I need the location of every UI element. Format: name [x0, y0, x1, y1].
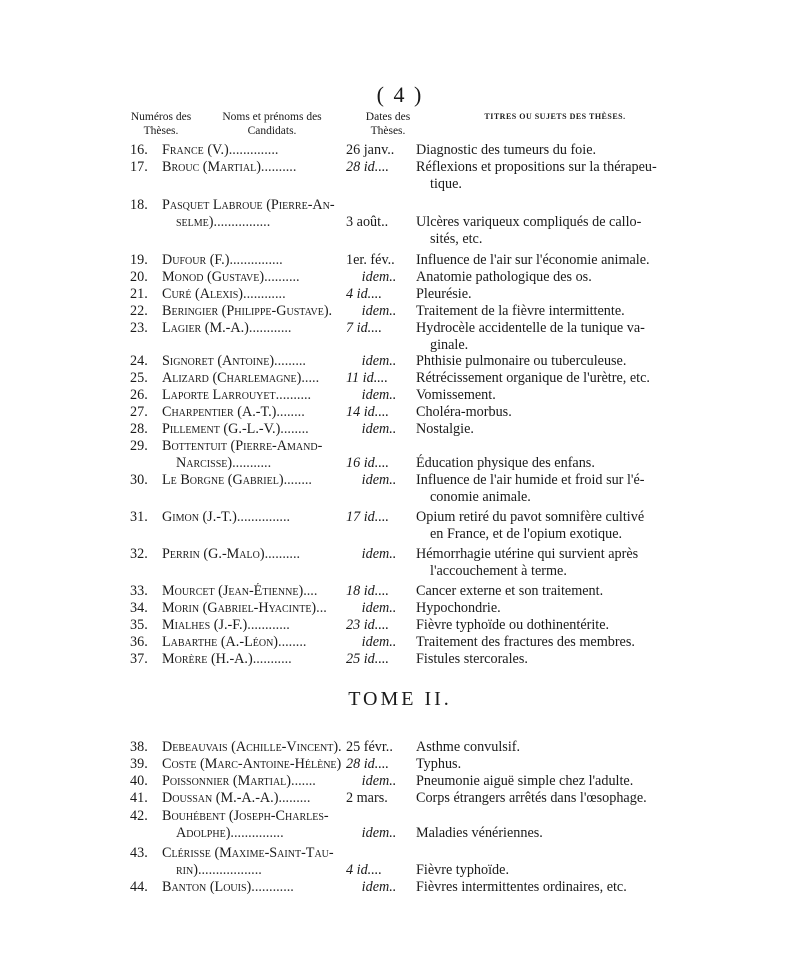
candidate-name [176, 455, 344, 472]
candidate-name [162, 197, 344, 214]
candidate-name-text: Pillement (G.-L.-V.) [162, 421, 281, 437]
thesis-date: 28 id.... [346, 756, 389, 772]
thesis-title: Pleurésie. [416, 286, 472, 302]
thesis-date: 11 id.... [346, 370, 388, 386]
candidate-name [162, 370, 344, 387]
candidate-name-text: Bouhébent (Joseph-Charles- [162, 808, 329, 824]
candidate-name [176, 862, 344, 879]
thesis-number: 44. [130, 879, 148, 895]
candidate-name [162, 286, 344, 303]
dot-leader: .......... [264, 269, 300, 285]
candidate-name [162, 546, 344, 563]
thesis-number: 21. [130, 286, 148, 302]
thesis-number: 32. [130, 546, 148, 562]
candidate-name-text: Debeauvais (Achille-Vincent). [162, 739, 342, 755]
thesis-date: 4 id.... [346, 286, 382, 302]
thesis-title: Hémorrhagie utérine qui survient après [416, 546, 639, 562]
candidate-name-text: rin) [176, 862, 198, 878]
candidate-name [162, 879, 344, 896]
header-candidate-names: Noms et prénoms des Candidats. [222, 111, 322, 137]
thesis-number: 31. [130, 509, 148, 525]
candidate-name-text: Lagier (M.-A.) [162, 320, 249, 336]
candidate-name-text: Clérisse (Maxime-Saint-Tau- [162, 845, 334, 861]
thesis-number: 36. [130, 634, 148, 650]
thesis-number: 29. [130, 438, 148, 454]
candidate-name-text: Labarthe (A.-Léon) [162, 634, 279, 650]
candidate-name-text: Pasquet Labroue (Pierre-An- [162, 197, 335, 213]
candidate-name-text: Coste (Marc-Antoine-Hélène) [162, 756, 342, 772]
thesis-title: Diagnostic des tumeurs du foie. [416, 142, 597, 158]
candidate-name [162, 756, 344, 773]
dot-leader: ....... [291, 773, 316, 789]
candidate-name-text: Beringier (Philippe-Gustave). [162, 303, 333, 319]
candidate-name [162, 600, 344, 617]
thesis-date: 17 id.... [346, 509, 389, 525]
candidate-name-text: Dufour (F.) [162, 252, 230, 268]
page-number: ( 4 ) [376, 82, 424, 107]
thesis-number: 42. [130, 808, 148, 824]
thesis-title: conomie animale. [430, 489, 531, 505]
candidate-name-text: Adolphe) [176, 825, 231, 841]
thesis-title: Vomissement. [416, 387, 496, 403]
dot-leader: .......... [275, 387, 312, 403]
thesis-date: 4 id.... [346, 862, 382, 878]
thesis-date: 18 id.... [346, 583, 389, 599]
thesis-title: sités, etc. [430, 231, 483, 247]
thesis-title: ginale. [430, 337, 469, 353]
header-thesis-numbers: Numéros des Thèses. [130, 111, 192, 137]
thesis-date: idem.. [361, 825, 397, 841]
candidate-name [176, 825, 344, 842]
candidate-name-text: Charpentier (A.-T.) [162, 404, 277, 420]
dot-leader: ............ [248, 320, 292, 336]
thesis-date: 25 id.... [346, 651, 389, 667]
candidate-name-text: Mialhes (J.-F.) [162, 617, 248, 633]
candidate-name [162, 353, 344, 370]
thesis-title: Anatomie pathologique des os. [416, 269, 592, 285]
candidate-name [162, 773, 344, 790]
thesis-title: Rétrécissement organique de l'urètre, etc. [416, 370, 650, 386]
candidate-name [162, 739, 344, 756]
thesis-date: 3 août.. [346, 214, 389, 230]
thesis-title: Influence de l'air sur l'économie animale. [416, 252, 650, 268]
thesis-number: 26. [130, 387, 148, 403]
thesis-title: Hydrocèle accidentelle de la tunique va- [416, 320, 645, 336]
dot-leader: ......... [278, 790, 311, 806]
thesis-title: Fièvre typhoïde. [416, 862, 509, 878]
candidate-name-text: Mourcet (Jean-Étienne) [162, 583, 304, 599]
dot-leader: ........ [278, 634, 307, 650]
candidate-name-text: Alizard (Charlemagne) [162, 370, 302, 386]
dot-leader: .......... [260, 159, 297, 175]
thesis-date: 25 févr.. [346, 739, 393, 755]
thesis-title: Choléra-morbus. [416, 404, 512, 420]
dot-leader: .............. [228, 142, 279, 158]
thesis-number: 33. [130, 583, 148, 599]
thesis-title: Opium retiré du pavot somnifère cultivé [416, 509, 645, 525]
thesis-number: 28. [130, 421, 148, 437]
candidate-name [162, 790, 344, 807]
thesis-date: idem.. [361, 600, 397, 616]
candidate-name-text: Le Borgne (Gabriel) [162, 472, 284, 488]
thesis-title: Nostalgie. [416, 421, 474, 437]
thesis-title: Maladies vénériennes. [416, 825, 543, 841]
header-thesis-dates: Dates des Thèses. [365, 111, 411, 137]
thesis-date: 26 janv.. [346, 142, 395, 158]
thesis-date: 23 id.... [346, 617, 389, 633]
candidate-name-text: Morère (H.-A.) [162, 651, 253, 667]
dot-leader: ............ [247, 617, 290, 633]
candidate-name [162, 303, 344, 320]
candidate-name [162, 421, 344, 438]
dot-leader: ........... [232, 455, 272, 471]
dot-leader: ........ [283, 472, 312, 488]
thesis-title: Fièvre typhoïde ou dothinentérite. [416, 617, 610, 633]
thesis-date: 14 id.... [346, 404, 389, 420]
dot-leader: ............... [236, 509, 291, 525]
thesis-number: 23. [130, 320, 148, 336]
candidate-name-text: France (V.) [162, 142, 229, 158]
thesis-date: idem.. [361, 303, 397, 319]
dot-leader: ... [316, 600, 327, 616]
thesis-number: 25. [130, 370, 148, 386]
thesis-title: Pneumonie aiguë simple chez l'adulte. [416, 773, 634, 789]
thesis-number: 16. [130, 142, 148, 158]
thesis-date: idem.. [361, 353, 397, 369]
candidate-name [176, 214, 344, 231]
thesis-title: Cancer externe et son traitement. [416, 583, 604, 599]
candidate-name [162, 808, 344, 825]
candidate-name [162, 159, 344, 176]
thesis-number: 24. [130, 353, 148, 369]
thesis-number: 30. [130, 472, 148, 488]
candidate-name-text: Narcisse) [176, 455, 233, 471]
thesis-date: 1er. fév.. [346, 252, 395, 268]
thesis-date: 7 id.... [346, 320, 382, 336]
candidate-name [162, 387, 344, 404]
thesis-number: 22. [130, 303, 148, 319]
thesis-title: Hypochondrie. [416, 600, 501, 616]
thesis-date: 28 id.... [346, 159, 389, 175]
candidate-name [162, 472, 344, 489]
thesis-number: 27. [130, 404, 148, 420]
thesis-title: Typhus. [416, 756, 462, 772]
candidate-name-text: Morin (Gabriel-Hyacinte) [162, 600, 317, 616]
thesis-date: 2 mars. [346, 790, 388, 806]
candidate-name-text: Doussan (M.-A.-A.) [162, 790, 279, 806]
tome-heading: TOME II. [348, 688, 452, 710]
thesis-number: 20. [130, 269, 148, 285]
dot-leader: ........ [280, 421, 309, 437]
thesis-title: tique. [430, 176, 462, 192]
dot-leader: ........... [252, 651, 292, 667]
thesis-title: en France, et de l'opium exotique. [430, 526, 623, 542]
header-thesis-titles: TITRES OU SUJETS DES THÈSES. [484, 112, 626, 121]
thesis-number: 37. [130, 651, 148, 667]
thesis-number: 43. [130, 845, 148, 861]
dot-leader: ................ [213, 214, 271, 230]
thesis-number: 39. [130, 756, 148, 772]
thesis-number: 18. [130, 197, 148, 213]
candidate-name-text: Curé (Alexis) [162, 286, 244, 302]
thesis-date: idem.. [361, 773, 397, 789]
thesis-title: Réflexions et propositions sur la thérapeu- [416, 159, 657, 175]
thesis-title: Éducation physique des enfans. [416, 455, 595, 471]
dot-leader: ........ [276, 404, 305, 420]
candidate-name [162, 252, 344, 269]
thesis-title: Phthisie pulmonaire ou tuberculeuse. [416, 353, 627, 369]
dot-leader: ............ [243, 286, 286, 302]
thesis-title: Ulcères variqueux compliqués de callo- [416, 214, 642, 230]
thesis-number: 17. [130, 159, 148, 175]
candidate-name-text: Bottentuit (Pierre-Amand- [162, 438, 323, 454]
thesis-title: l'accouchement à terme. [430, 563, 567, 579]
thesis-number: 34. [130, 600, 148, 616]
thesis-number: 19. [130, 252, 148, 268]
candidate-name [162, 617, 344, 634]
candidate-name-text: Monod (Gustave) [162, 269, 265, 285]
thesis-date: idem.. [361, 387, 397, 403]
candidate-name [162, 634, 344, 651]
thesis-date: idem.. [361, 421, 397, 437]
thesis-number: 38. [130, 739, 148, 755]
thesis-title: Corps étrangers arrêtés dans l'œsophage. [416, 790, 647, 806]
candidate-name-text: Gimon (J.-T.) [162, 509, 237, 525]
thesis-title: Traitement des fractures des membres. [416, 634, 635, 650]
candidate-name [162, 509, 344, 526]
candidate-name-text: Banton (Louis) [162, 879, 252, 895]
dot-leader: ............ [251, 879, 294, 895]
candidate-name-text: Poissonnier (Martial) [162, 773, 292, 789]
candidate-name [162, 320, 344, 337]
thesis-date: idem.. [361, 269, 397, 285]
thesis-title: Fièvres intermittentes ordinaires, etc. [416, 879, 627, 895]
thesis-date: idem.. [361, 546, 397, 562]
thesis-title: Traitement de la fièvre intermittente. [416, 303, 625, 319]
candidate-name [162, 142, 344, 159]
dot-leader: ..... [301, 370, 320, 386]
candidate-name [162, 651, 344, 668]
candidate-name-text: Perrin (G.-Malo) [162, 546, 265, 562]
thesis-number: 41. [130, 790, 148, 806]
thesis-date: idem.. [361, 879, 397, 895]
thesis-number: 35. [130, 617, 148, 633]
thesis-number: 40. [130, 773, 148, 789]
thesis-title: Influence de l'air humide et froid sur l'é- [416, 472, 645, 488]
candidate-name [162, 269, 344, 286]
candidate-name [162, 438, 344, 455]
candidate-name-text: Brouc (Martial) [162, 159, 261, 175]
dot-leader: ............... [230, 825, 284, 841]
candidate-name [162, 845, 344, 862]
candidate-name-text: Signoret (Antoine) [162, 353, 275, 369]
candidate-name-text: Laporte Larrouyet [162, 387, 276, 403]
dot-leader: .... [303, 583, 318, 599]
dot-leader: ......... [274, 353, 306, 369]
dot-leader: .................. [197, 862, 262, 878]
dot-leader: ............... [229, 252, 283, 268]
dot-leader: .......... [264, 546, 301, 562]
candidate-name [162, 404, 344, 421]
candidate-name-text: selme) [176, 214, 214, 230]
thesis-date: 16 id.... [346, 455, 389, 471]
thesis-title: Asthme convulsif. [416, 739, 521, 755]
thesis-title: Fistules stercorales. [416, 651, 528, 667]
thesis-date: idem.. [361, 634, 397, 650]
candidate-name [162, 583, 344, 600]
thesis-date: idem.. [361, 472, 397, 488]
